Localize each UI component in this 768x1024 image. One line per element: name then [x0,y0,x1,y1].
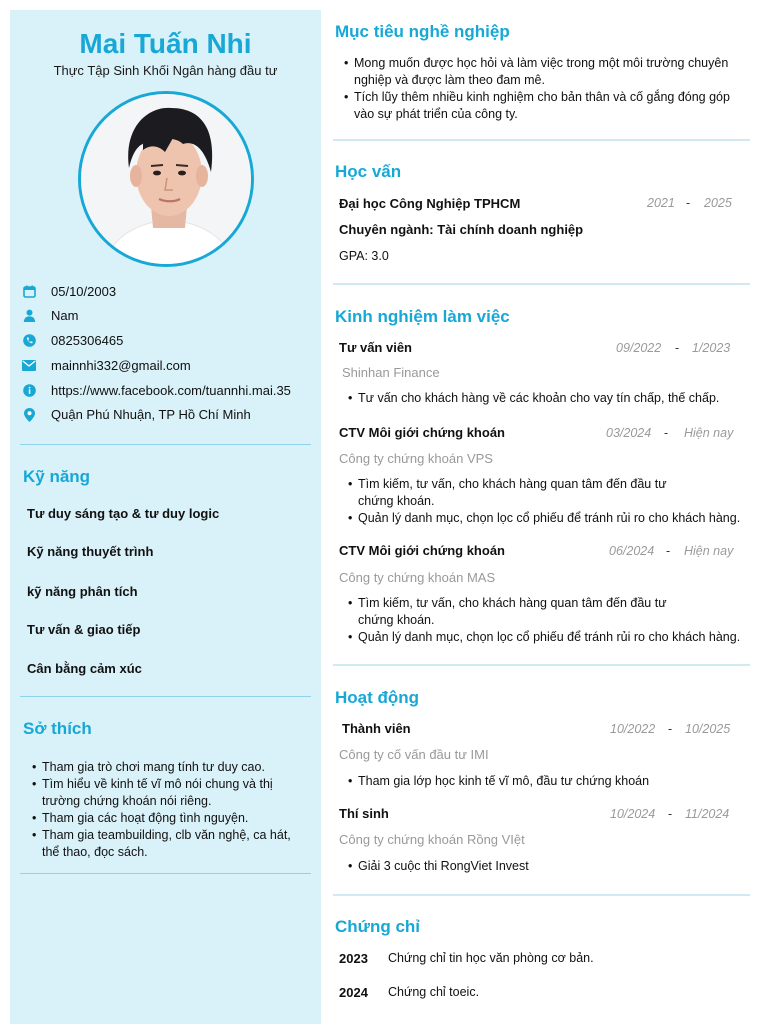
job-task: • Tìm kiếm, tư vấn, cho khách hàng quan tâm đến đầu tư chứng khoán. [348,595,748,629]
contact-gender [22,308,78,323]
certificates-title: Chứng chỉ [335,917,421,936]
job-date-sep: - [675,341,680,355]
school-name: Đại học Công Nghiệp TPHCM [339,196,521,211]
job-position: CTV Môi giới chứng khoán [339,425,505,440]
job-task-list [348,595,748,646]
activity-detail-list [348,858,748,875]
job-position: Tư vấn viên [339,340,412,355]
activity-org: Công ty chứng khoán Rồng VIệt [339,832,525,847]
objective-item: • Mong muốn được học hỏi và làm việc trong một môi trường chuyên nghiệp và được làm theo đam mê. [344,55,744,89]
hobby-item: • Tham gia teambuilding, clb văn nghệ, ca hát, thể thao, đọc sách. [32,827,302,861]
profile-photo [78,91,254,267]
job-end: Hiện nay [684,544,734,558]
contact-phone [22,333,123,348]
activity-date-sep: - [668,807,673,821]
section-divider [333,894,750,896]
phone-icon [22,334,36,348]
certificate-name: Chứng chỉ tin học văn phòng cơ bản. [388,951,594,965]
job-task: • Quản lý danh mục, chọn lọc cổ phiếu để tránh rủi ro cho khách hàng. [348,629,748,646]
contact-dob [22,284,116,299]
address-value: Quận Phú Nhuận, TP Hồ Chí Minh [51,407,251,422]
skill-item: Tư vấn & giao tiếp [27,622,141,637]
job-company: Shinhan Finance [342,365,440,380]
dob-value: 05/10/2003 [51,284,117,299]
certificate-year: 2024 [339,985,368,1000]
activity-end: 11/2024 [685,807,730,821]
certificate-year: 2023 [339,951,368,966]
section-divider [333,283,750,285]
job-start: 03/2024 [606,426,652,440]
activity-date-sep: - [668,722,673,736]
education-date-sep: - [686,196,691,210]
sidebar-divider [20,444,311,445]
candidate-role: Thực Tập Sinh Khối Ngân hàng đầu tư [53,63,278,78]
contact-address [22,407,251,422]
skill-item: Cân bằng cảm xúc [27,661,142,676]
skill-item: Kỹ năng thuyết trình [27,544,154,559]
calendar-icon [22,285,36,299]
website-link[interactable]: https://www.facebook.com/tuannhi.mai.35 [51,383,291,398]
job-task: • Tìm kiếm, tư vấn, cho khách hàng quan tâm đến đầu tư chứng khoán. [348,476,748,510]
location-pin-icon [22,408,36,422]
activities-title: Hoạt động [335,688,420,707]
objective-title: Mục tiêu nghề nghiệp [335,22,510,41]
hobbies-list [32,759,302,861]
hobby-item: • Tham gia các hoạt động tình nguyện. [32,810,302,827]
activity-role: Thí sinh [339,806,389,821]
job-end: 1/2023 [692,341,731,355]
person-icon [22,309,36,323]
section-divider [333,139,750,141]
education-end: 2025 [704,196,732,210]
education-start: 2021 [647,196,675,210]
activity-role: Thành viên [342,721,411,736]
hobby-item: • Tìm hiểu về kinh tế vĩ mô nói chung và thị trường chứng khoán nói riêng. [32,776,302,810]
contact-email[interactable] [22,358,191,373]
contact-website[interactable] [22,383,291,398]
job-task-list [348,390,748,407]
sidebar-divider [20,696,311,697]
job-date-sep: - [666,544,671,558]
experience-title: Kinh nghiệm làm việc [335,307,510,326]
skill-item: Tư duy sáng tạo & tư duy logic [27,506,220,521]
email-value[interactable]: mainnhi332@gmail.com [51,358,191,373]
phone-value: 0825306465 [51,333,124,348]
info-icon [22,384,36,398]
skills-title: Kỹ năng [23,467,91,486]
gender-value: Nam [51,308,79,323]
objective-list [344,55,744,123]
job-start: 09/2022 [616,341,662,355]
activity-detail: • Tham gia lớp học kinh tế vĩ mô, đầu tư chứng khoán [348,773,748,790]
certificate-name: Chứng chỉ toeic. [388,985,480,999]
job-task-list [348,476,748,527]
activity-start: 10/2022 [610,722,656,736]
job-company: Công ty chứng khoán MAS [339,570,496,585]
job-position: CTV Môi giới chứng khoán [339,543,505,558]
section-divider [333,664,750,666]
education-major: Chuyên ngành: Tài chính doanh nghiệp [339,222,584,237]
hobby-item: • Tham gia trò chơi mang tính tư duy cao. [32,759,302,776]
activity-detail: • Giải 3 cuộc thi RongViet Invest [348,858,748,875]
education-title: Học vấn [335,162,402,181]
activity-detail-list [348,773,748,790]
job-end: Hiện nay [684,426,734,440]
job-date-sep: - [664,426,669,440]
sidebar-divider [20,873,311,874]
job-task: • Tư vấn cho khách hàng về các khoản cho vay tín chấp, thế chấp. [348,390,748,407]
mail-icon [22,359,36,373]
skill-item: kỹ năng phân tích [27,584,138,599]
candidate-name: Mai Tuấn Nhi [79,28,252,59]
job-start: 06/2024 [609,544,655,558]
job-company: Công ty chứng khoán VPS [339,451,493,466]
hobbies-title: Sở thích [23,719,92,738]
activity-end: 10/2025 [685,722,731,736]
education-gpa: GPA: 3.0 [339,249,389,263]
job-task: • Quản lý danh mục, chọn lọc cổ phiếu để tránh rủi ro cho khách hàng. [348,510,748,527]
activity-org: Công ty cố vấn đầu tư IMI [339,747,489,762]
profile-photo-illustration [81,94,254,267]
objective-item: • Tích lũy thêm nhiều kinh nghiệm cho bản thân và cố gắng đóng góp vào sự phát triển của công ty. [344,89,744,123]
activity-start: 10/2024 [610,807,656,821]
